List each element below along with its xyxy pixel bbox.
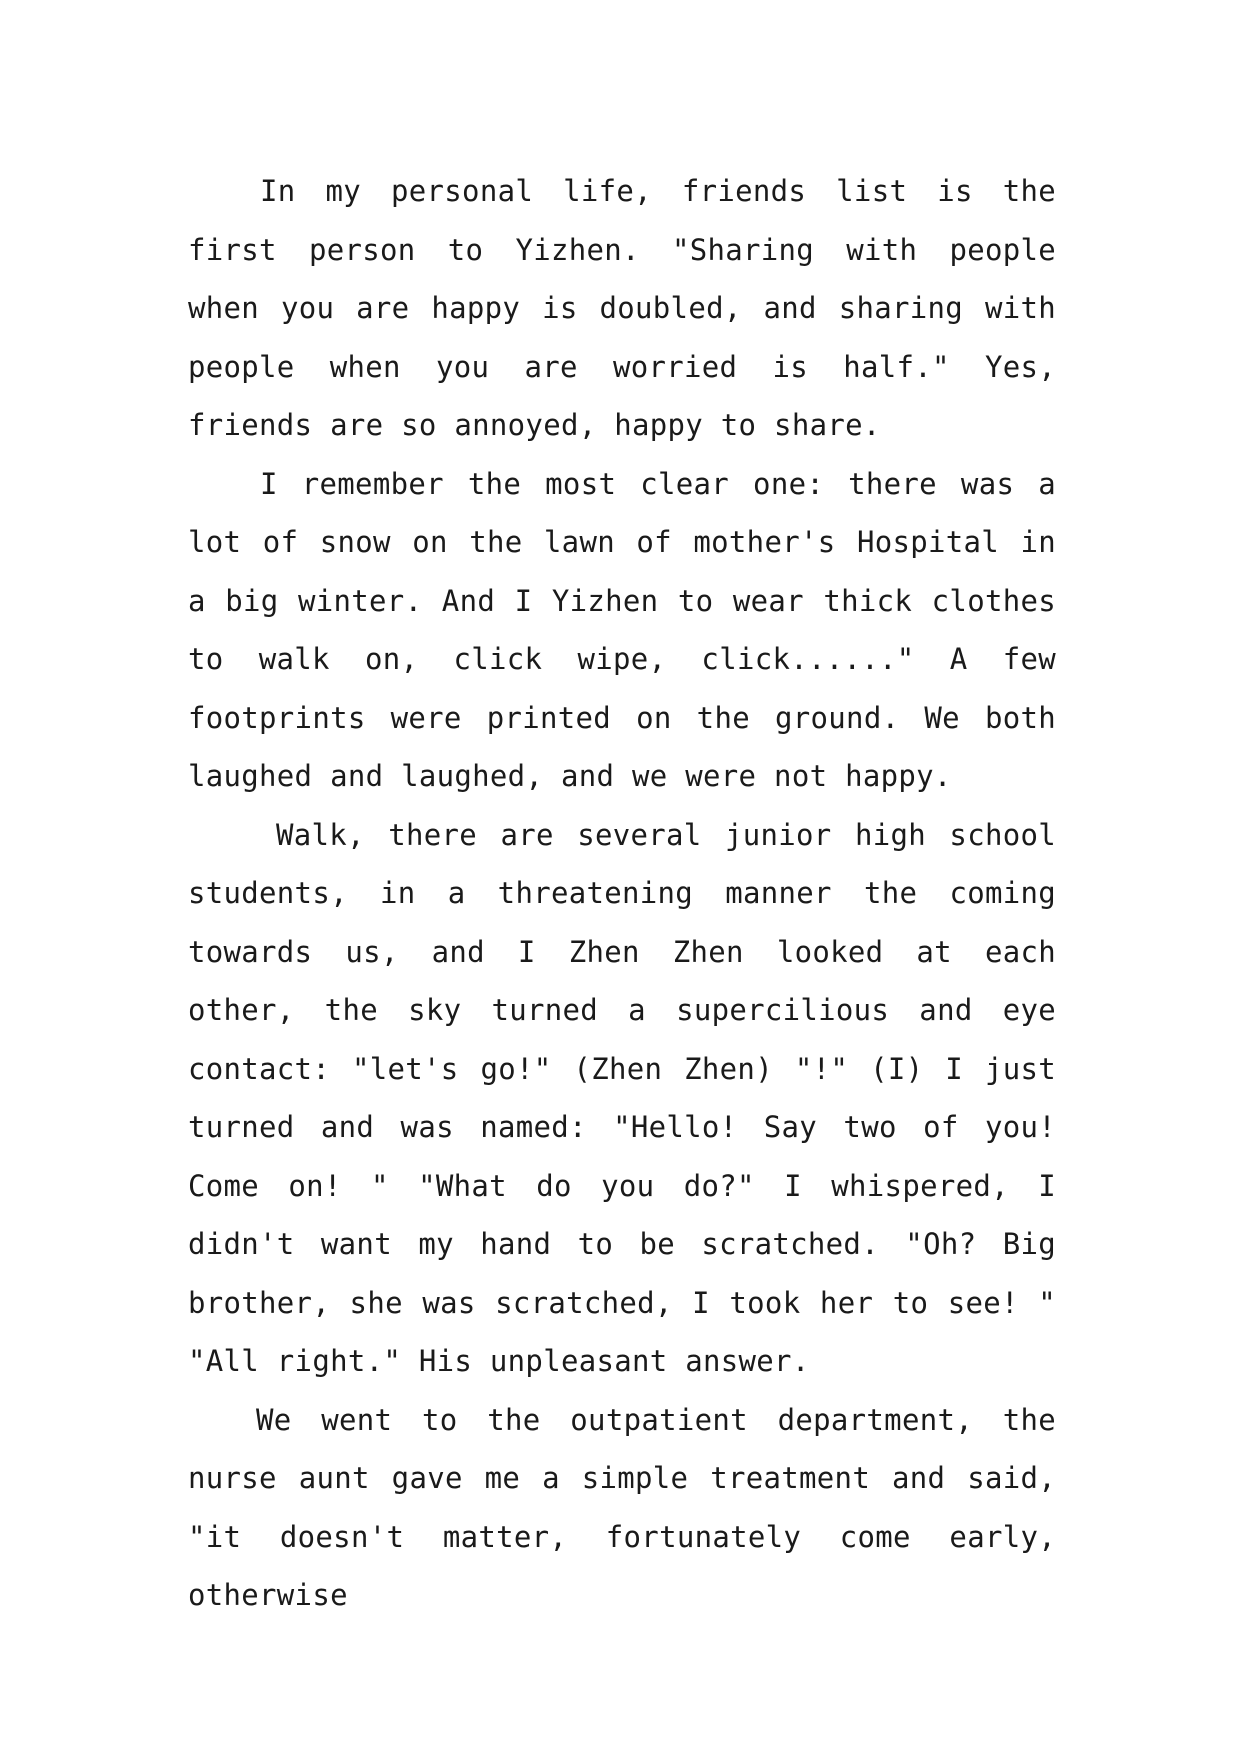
paragraph-1: In my personal life, friends list is the first person to Yizhen. "Sharing with people when you are happy is doubled, and sharing with people when you are worried is half." Yes, friends are so annoyed, happy to share. [188,174,1056,442]
paragraph-3: Walk, there are several junior high school students, in a threatening manner the coming towards us, and I Zhen Zhen looked at each other, the sky turned a supercilious and eye contact: "let's go!" (Zhen Zhen) "!" (I) I just turned and was named: "Hello! Say two of you! Come on! " "What do you do?" I whispered, I didn't want my hand to be scratched. "Oh? Big brother, she was scratched, I took her to see! " "All right." His unpleasant answer. [188,817,1056,1378]
document-body [188,162,1056,1625]
paragraph-4: We went to the outpatient department, the nurse aunt gave me a simple treatment and said, "it doesn't matter, fortunately come early, otherwise [188,1402,1056,1612]
paragraph-2: I remember the most clear one: there was a lot of snow on the lawn of mother's Hospital in a big winter. And I Yizhen to wear thick clothes to walk on, click wipe, click......" A few footprints were printed on the ground. We both laughed and laughed, and we were not happy. [188,466,1056,793]
